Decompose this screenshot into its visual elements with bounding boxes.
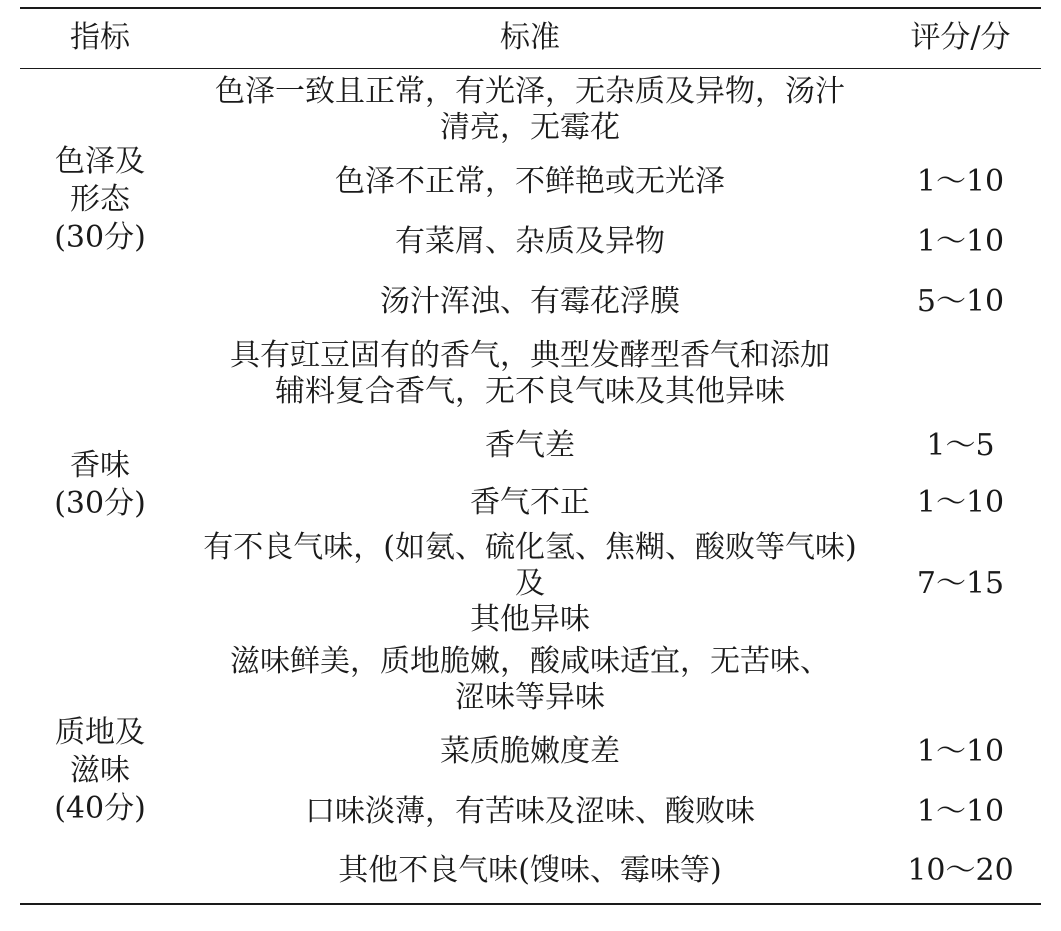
standard-cell: 色泽不正常，不鲜艳或无光泽: [335, 164, 725, 199]
score-cell: [880, 638, 1041, 722]
indicator-aroma: 香味 (30分): [54, 448, 146, 521]
standard-cell: 有不良气味，(如氨、硫化氢、焦糊、酸败等气味) 及 其他异味: [203, 530, 857, 637]
score-cell: 5～10: [916, 284, 1005, 319]
table-header-row: [20, 8, 1041, 68]
header-indicator: 指标: [20, 8, 180, 68]
sensory-scoring-table: [20, 7, 1041, 905]
standard-cell: 香气差: [485, 428, 575, 463]
score-cell: 1～10: [916, 485, 1005, 520]
standard-cell: 其他不良气味(馊味、霉味等): [338, 852, 722, 888]
standard-cell: 色泽一致且正常，有光泽，无杂质及异物，汤汁 清亮，无霉花: [215, 74, 845, 146]
table-row: [20, 332, 1041, 416]
score-cell: 1～10: [916, 794, 1005, 829]
standard-cell: 具有豇豆固有的香气，典型发酵型香气和添加 辅料复合香气，无不良气味及其他异味: [230, 338, 830, 409]
standard-cell: 香气不正: [470, 485, 590, 520]
table-row: [20, 68, 1041, 152]
score-cell: [880, 332, 1041, 416]
indicator-texture-taste: 质地及 滋味 (40分): [54, 714, 146, 826]
score-cell: [880, 68, 1041, 152]
bottom-rule-cell: [20, 904, 1041, 905]
score-cell: 1～10: [916, 734, 1005, 769]
score-cell: 1～10: [916, 164, 1005, 199]
score-cell: 1～10: [916, 224, 1005, 259]
score-cell: 7～15: [916, 566, 1005, 601]
standard-cell: 口味淡薄，有苦味及涩味、酸败味: [305, 794, 755, 829]
indicator-color-form: 色泽及 形态 (30分): [54, 144, 146, 256]
score-cell: 1～5: [926, 428, 995, 463]
standard-cell: 汤汁浑浊、有霉花浮膜: [380, 284, 680, 319]
standard-cell: 有菜屑、杂质及异物: [395, 224, 665, 259]
header-standard: 标准: [180, 8, 880, 68]
header-score: 评分/分: [880, 8, 1041, 68]
score-cell: 10～20: [907, 852, 1014, 888]
standard-cell: 滋味鲜美，质地脆嫩，酸咸味适宜，无苦味、 涩味等异味: [230, 644, 830, 715]
table-bottom-rule: [20, 904, 1041, 905]
table-row: [20, 638, 1041, 722]
standard-cell: 菜质脆嫩度差: [440, 734, 620, 769]
